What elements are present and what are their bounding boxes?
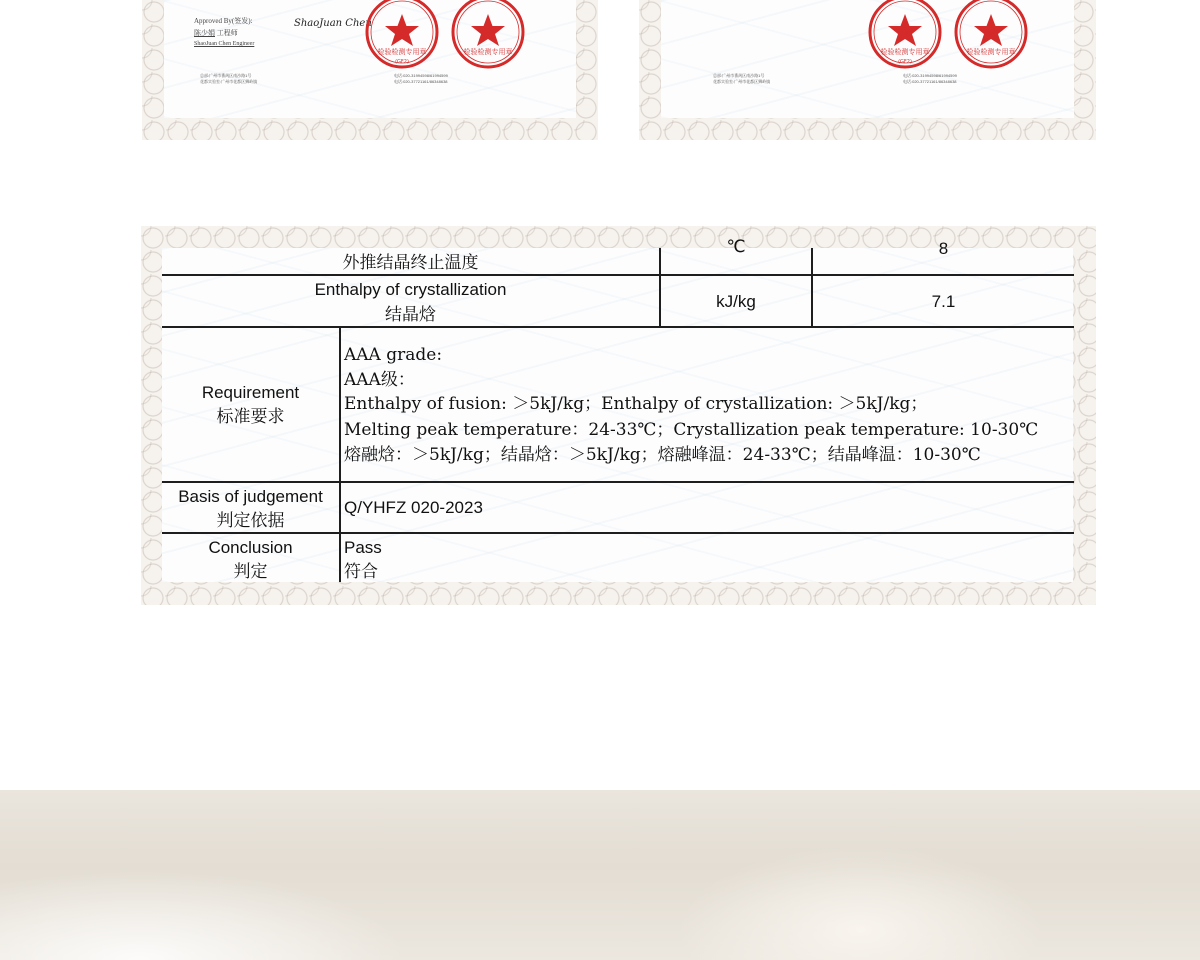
approved-by-label: Approved By(签发): (194, 17, 253, 25)
address-line-1: 总部:广州市番禺区南沙路1号 (713, 73, 765, 78)
basis-value: Q/YHFZ 020-2023 (344, 498, 483, 517)
table-vline-unit (659, 248, 661, 328)
phone-line-1: 电话:020-31994598/61994599 (394, 73, 448, 78)
row0-value: 8 (938, 239, 949, 258)
address-line-2: 花都实验室:广州市花都区狮岭镇 (200, 79, 258, 84)
table-line-basis-bottom (162, 532, 1074, 534)
approver-cn (194, 28, 238, 38)
table-vline-value (811, 248, 813, 328)
requirement-line-4: Melting peak temperature：24-33℃；Crystallization peak temperature: 10-30℃ (344, 420, 1039, 440)
requirement-line-5: 熔融焓：＞5kJ/kg；结晶焓：＞5kJ/kg；熔融峰温：24-33℃；结晶峰温：10-30℃ (344, 445, 981, 465)
table-line-requirement-bottom (162, 481, 1074, 483)
table-line-row1-bottom (162, 326, 1074, 328)
row1-unit: kJ/kg (716, 292, 756, 311)
seal-right-2 (953, 0, 1029, 70)
approver-title-cn: 工程师 (216, 29, 238, 37)
row1-label-en: Enthalpy of crystallization (314, 280, 507, 299)
seal-right-1-text: 检验检测专用章 (880, 48, 930, 56)
basis-label-en: Basis of judgement (178, 487, 323, 506)
phone-line-2: 电话:020-37721161/86348638 (903, 79, 957, 84)
conclusion-value-cn: 符合 (344, 562, 378, 582)
seal-star-icon (385, 14, 419, 46)
phone-line-2: 电话:020-37721161/86348638 (394, 79, 448, 84)
requirement-line-3: Enthalpy of fusion: ＞5kJ/kg；Enthalpy of crystallization: ＞5kJ/kg； (344, 394, 928, 414)
row0-unit: ℃ (726, 237, 746, 256)
seal-left-2 (450, 0, 526, 70)
table-vline-label (339, 326, 341, 582)
background-photo (0, 790, 1200, 960)
seal-left-2-text: 检验检测专用章 (463, 48, 513, 56)
seal-left-1 (364, 0, 440, 70)
address-line-1: 总部:广州市番禺区南沙路1号 (200, 73, 252, 78)
seal-left-1-code: (GF2) (395, 59, 409, 65)
phone-line-1: 电话:020-31994598/61994599 (903, 73, 957, 78)
requirement-label-cn: 标准要求 (216, 407, 285, 427)
row1-label-cn: 结晶焓 (385, 305, 436, 325)
certificate-left-card (142, 0, 598, 140)
approver-name-cn: 陈少娟 (194, 29, 215, 37)
address-line-2: 花都实验室:广州市花都区狮岭镇 (713, 79, 771, 84)
certificate-right-body (661, 0, 1074, 118)
seal-right-2-text: 检验检测专用章 (966, 48, 1016, 56)
basis-label-cn: 判定依据 (216, 511, 285, 531)
certificate-left-body (164, 0, 576, 118)
seal-star-icon (888, 14, 922, 46)
seal-star-icon (471, 14, 505, 46)
conclusion-value-en: Pass (344, 538, 382, 557)
row0-label-cn: 外推结晶终止温度 (342, 253, 479, 273)
approver-en: ShaoJuan Chen Engineer (194, 41, 255, 47)
certificate-right-card (639, 0, 1096, 140)
requirement-line-2: AAA级： (344, 370, 415, 390)
signature: ShaoJuan Chen (294, 18, 372, 29)
seal-star-icon (974, 14, 1008, 46)
seal-right-1 (867, 0, 943, 70)
conclusion-label-en: Conclusion (208, 538, 293, 557)
requirement-label-en: Requirement (201, 383, 300, 402)
conclusion-label-cn: 判定 (233, 562, 268, 582)
table-line-row1-top (162, 274, 1074, 276)
row1-value: 7.1 (931, 292, 956, 311)
requirement-line-1: AAA grade: (344, 345, 443, 365)
seal-left-1-text: 检验检测专用章 (377, 48, 427, 56)
seal-right-1-code: (GF2) (898, 59, 912, 65)
